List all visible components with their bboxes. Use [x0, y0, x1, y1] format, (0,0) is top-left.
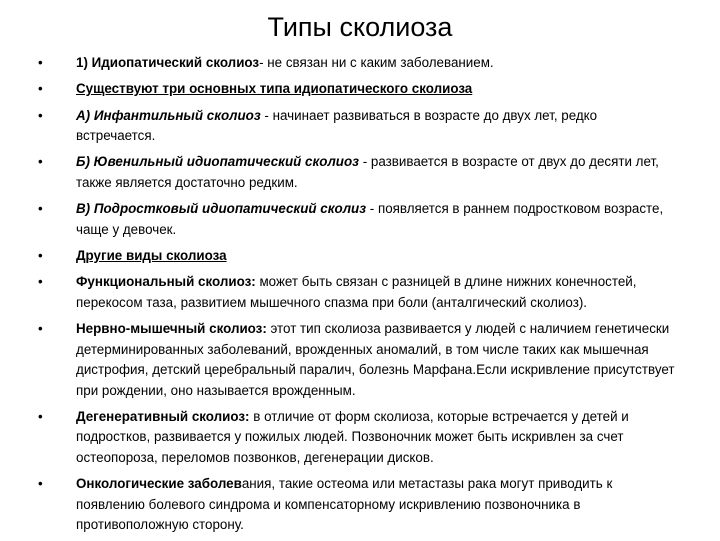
bullet-icon: • — [38, 247, 43, 263]
item-text: - развивается в возрасте от двух до десяти лет, также является достаточно редким. — [76, 154, 659, 190]
list-item — [40, 474, 680, 536]
item-text: в отличие от форм сколиоза, которые встречается у детей и подростков, развивается у пожилых людей. Позвоночник может быть искривлен за счет остеопороза, переломов позвонков, дегенерации дисков. — [76, 408, 629, 465]
bullet-icon: • — [38, 321, 43, 337]
item-heading: Онкологические заболев — [76, 476, 242, 492]
list-item — [40, 152, 680, 193]
item-text: этот тип сколиоза развивается у людей с наличием генетически детерминированных заболеваний, врожденных аномалий, в том числе таких как мышечная дистрофия, детский церебральный паралич, болезнь Марфана.Если искривление присутствует при рождении, оно называется врожденным. — [76, 321, 675, 398]
item-text: - не связан ни с каким заболеванием. — [259, 55, 494, 70]
item-heading: 1) Идиопатический сколиоз — [76, 55, 260, 70]
item-text: ания, такие остеома или метастазы рака могут приводить к появлению болевого синдрома и компенсаторному искривлению позвоночника в противоположную сторону. — [76, 476, 613, 533]
item-text: - появляется в раннем подростковом возрасте, чаще у девочек. — [76, 201, 664, 237]
item-heading: Дегенеративный сколиоз: — [76, 408, 250, 424]
item-text: - начинает развиваться в возрасте до двух лет, редко встречается. — [76, 107, 598, 144]
item-text: может быть связан с разницей в длине нижних конечностей, перекосом таза, развитием мышечного спазма при боли (анталгический сколиоз). — [76, 274, 637, 310]
item-heading: В) Подростковый идиопатический сколиз — [76, 201, 367, 217]
item-heading: Б) Ювенильный идиопатический сколиоз — [76, 154, 359, 170]
bullet-icon: • — [38, 476, 43, 492]
item-heading: Функциональный сколиоз: — [76, 274, 256, 290]
list-item — [40, 407, 680, 469]
bullet-icon: • — [38, 107, 43, 123]
bullet-icon: • — [38, 81, 43, 97]
bullet-icon: • — [38, 408, 43, 424]
bullet-icon: • — [38, 274, 43, 290]
list-item — [40, 199, 680, 240]
bullet-icon: • — [38, 55, 43, 70]
list-item — [40, 272, 680, 313]
bullet-icon: • — [38, 201, 43, 217]
list-item — [40, 53, 680, 74]
bullet-icon: • — [38, 154, 43, 170]
section-heading: Существуют три основных типа идиопатического сколиоза — [76, 81, 473, 97]
list-item — [40, 79, 680, 100]
list-item — [40, 246, 680, 267]
list-item — [40, 319, 680, 401]
bullet-list — [40, 53, 680, 541]
item-heading: А) Инфантильный сколиоз — [76, 107, 261, 123]
section-heading: Другие виды сколиоза — [76, 247, 227, 263]
item-heading: Нервно-мышечный сколиоз: — [76, 321, 267, 337]
slide-title: Типы сколиоза — [267, 12, 453, 42]
list-item — [40, 106, 680, 147]
